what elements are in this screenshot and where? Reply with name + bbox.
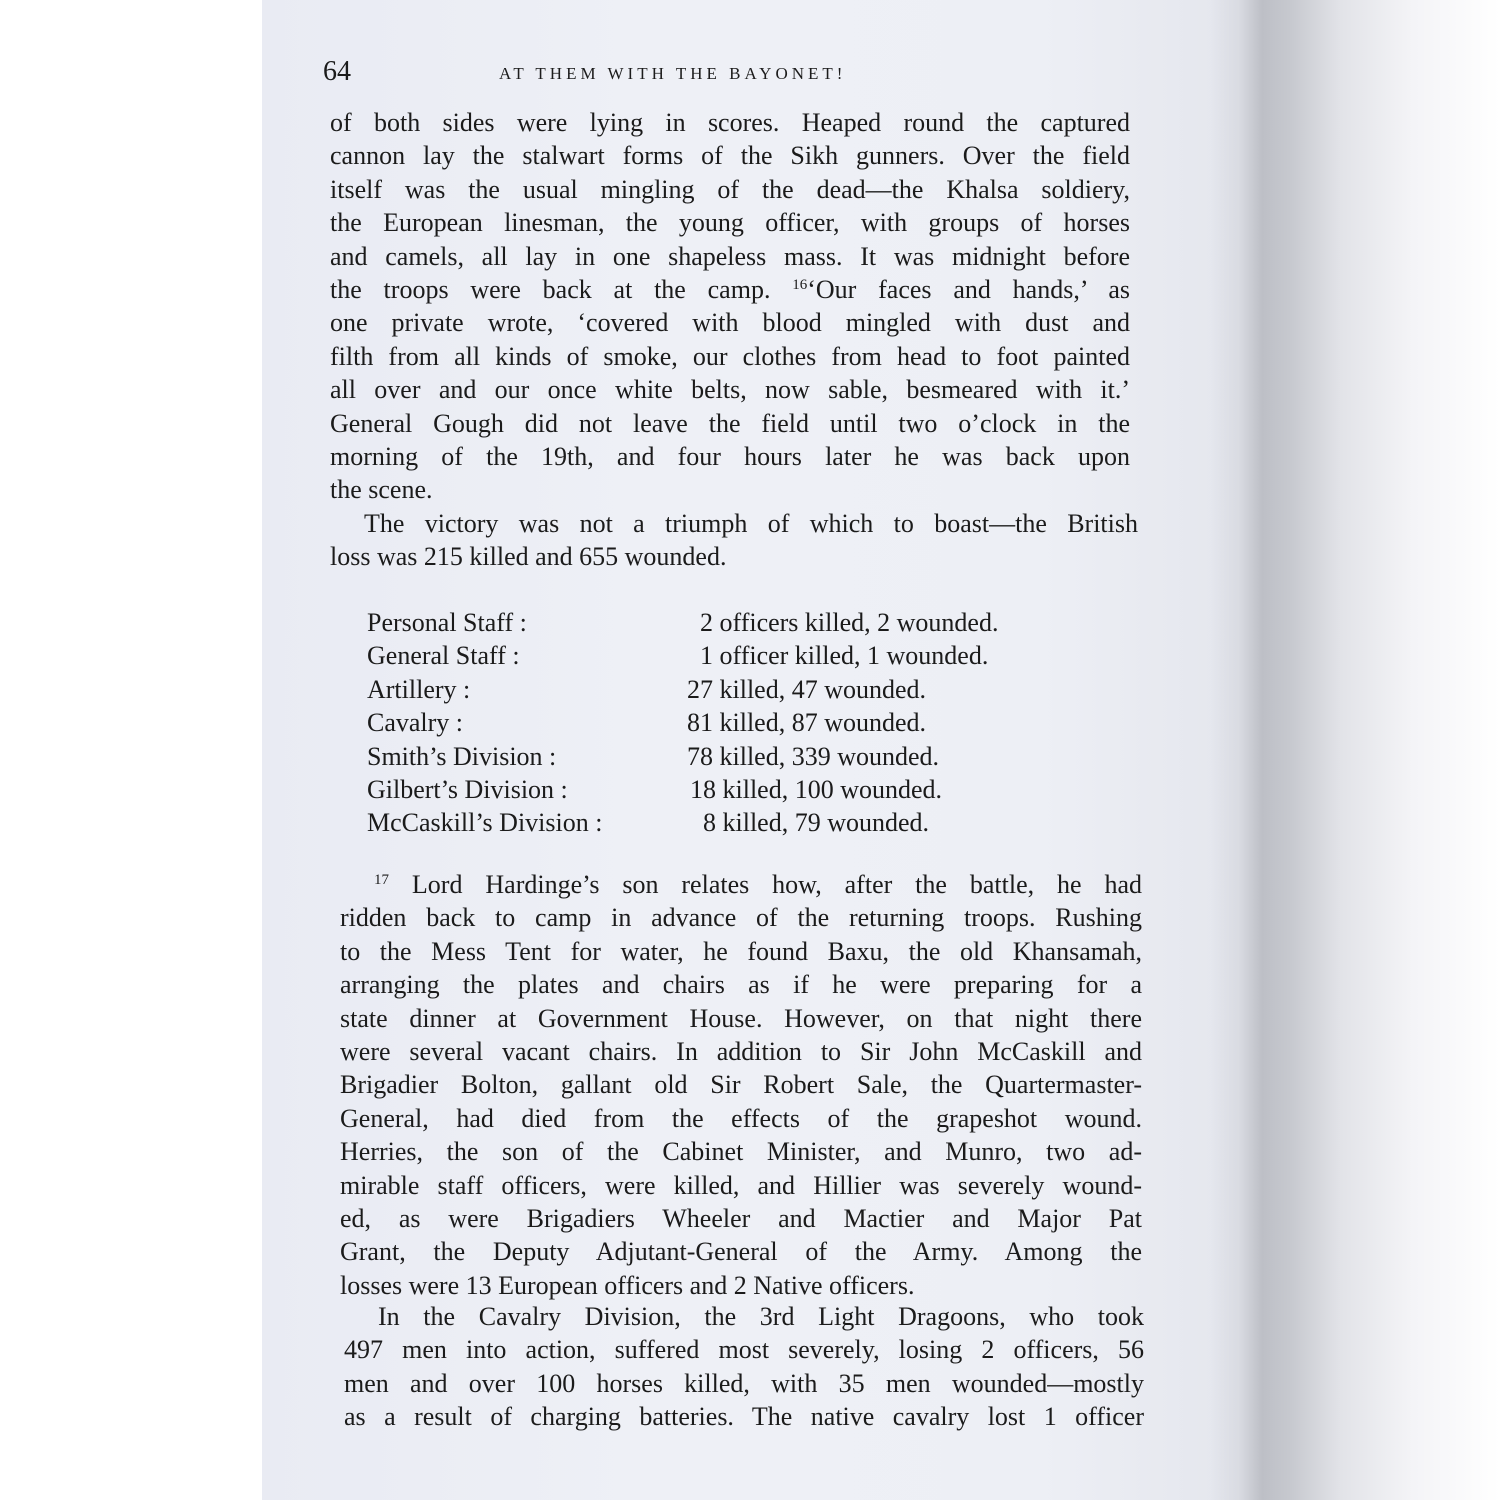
text-line: cannon lay the stalwart forms of the Sikh gunners. Over the field <box>330 141 1130 171</box>
unit-label: McCaskill’s Division : <box>367 808 603 838</box>
table-row <box>367 639 1067 672</box>
table-row <box>367 673 1067 706</box>
running-title: AT THEM WITH THE BAYONET! <box>499 64 847 83</box>
text-line: all over and our once white belts, now sable, besmeared with it.’ <box>330 375 1130 405</box>
text-line: loss was 215 killed and 655 wounded. <box>330 542 727 572</box>
unit-label: Artillery : <box>367 674 471 704</box>
text-line: men and over 100 horses killed, with 35 men wounded—mostly <box>344 1368 1144 1398</box>
text-line-with-footnote <box>330 273 1130 306</box>
text-line: to the Mess Tent for water, he found Baxu, the old Khansamah, <box>340 936 1142 966</box>
running-header <box>323 52 983 92</box>
paragraph-3 <box>340 868 1142 1302</box>
losses-value: 1 officer killed, 1 wounded. <box>700 641 989 671</box>
text-line-with-footnote <box>340 868 1142 901</box>
text-line: ridden back to camp in advance of the returning troops. Rushing <box>340 903 1142 933</box>
text-line: one private wrote, ‘covered with blood mingled with dust and <box>330 308 1130 338</box>
table-row <box>367 740 1067 773</box>
unit-label: Gilbert’s Division : <box>367 774 568 804</box>
table-row <box>367 606 1067 639</box>
text-line: the scene. <box>330 475 433 505</box>
text-line: mirable staff officers, were killed, and Hillier was severely wound- <box>340 1170 1142 1200</box>
text-line: filth from all kinds of smoke, our clothes from head to foot painted <box>330 341 1130 371</box>
text-line: of both sides were lying in scores. Heaped round the captured <box>330 108 1130 137</box>
text-line: In the Cavalry Division, the 3rd Light Dragoons, who took <box>378 1302 1144 1331</box>
unit-label: Personal Staff : <box>367 608 527 637</box>
text-line: itself was the usual mingling of the dead—the Khalsa soldiery, <box>330 174 1130 204</box>
text-line: the European linesman, the young officer, with groups of horses <box>330 208 1130 238</box>
table-row <box>367 773 1067 806</box>
paragraph-4 <box>344 1300 1144 1434</box>
text-line: were several vacant chairs. In addition to Sir John McCaskill and <box>340 1037 1142 1067</box>
page-number: 64 <box>323 56 351 87</box>
text-line: Grant, the Deputy Adjutant-General of the Army. Among the <box>340 1237 1142 1267</box>
losses-value: 2 officers killed, 2 wounded. <box>700 608 999 637</box>
paragraph-2 <box>330 507 1138 574</box>
text-line: ed, as were Brigadiers Wheeler and Mactier and Major Pat <box>340 1204 1142 1234</box>
losses-value: 27 killed, 47 wounded. <box>687 674 927 704</box>
casualty-table <box>367 606 1067 840</box>
text-line: General, had died from the effects of the grapeshot wound. <box>340 1103 1142 1133</box>
text-line: Brigadier Bolton, gallant old Sir Robert Sale, the Quartermaster- <box>340 1070 1142 1100</box>
text-line: Herries, the son of the Cabinet Minister, and Munro, two ad- <box>340 1137 1142 1167</box>
text-line: as a result of charging batteries. The native cavalry lost 1 officer <box>344 1402 1144 1432</box>
table-row <box>367 806 1067 839</box>
text-line: General Gough did not leave the field until two o’clock in the <box>330 408 1130 438</box>
text-line: arranging the plates and chairs as if he were preparing for a <box>340 970 1142 1000</box>
losses-value: 18 killed, 100 wounded. <box>690 774 943 804</box>
text-line: and camels, all lay in one shapeless mass. It was midnight before <box>330 241 1130 271</box>
text-line: morning of the 19th, and four hours later he was back upon <box>330 442 1130 472</box>
unit-label: Cavalry : <box>367 708 464 738</box>
losses-value: 8 killed, 79 wounded. <box>703 808 930 838</box>
text-line: 497 men into action, suffered most severely, losing 2 officers, 56 <box>344 1335 1144 1365</box>
text-fragment: ‘Our faces and hands,’ as <box>807 275 1130 305</box>
footnote-ref-17: 17 <box>374 872 389 888</box>
paragraph-1 <box>330 106 1130 507</box>
text-line: The victory was not a triumph of which to boast—the British <box>364 509 1138 538</box>
footnote-ref-16: 16 <box>792 277 808 294</box>
unit-label: Smith’s Division : <box>367 741 557 771</box>
losses-value: 78 killed, 339 wounded. <box>687 741 940 771</box>
table-row <box>367 706 1067 739</box>
losses-value: 81 killed, 87 wounded. <box>687 708 927 738</box>
unit-label: General Staff : <box>367 641 520 671</box>
text-fragment: Lord Hardinge’s son relates how, after the battle, he had <box>411 870 1143 899</box>
text-line: losses were 13 European officers and 2 Native officers. <box>340 1270 915 1300</box>
text-line: state dinner at Government House. However, on that night there <box>340 1003 1142 1033</box>
text-fragment: the troops were back at the camp. <box>330 275 771 305</box>
